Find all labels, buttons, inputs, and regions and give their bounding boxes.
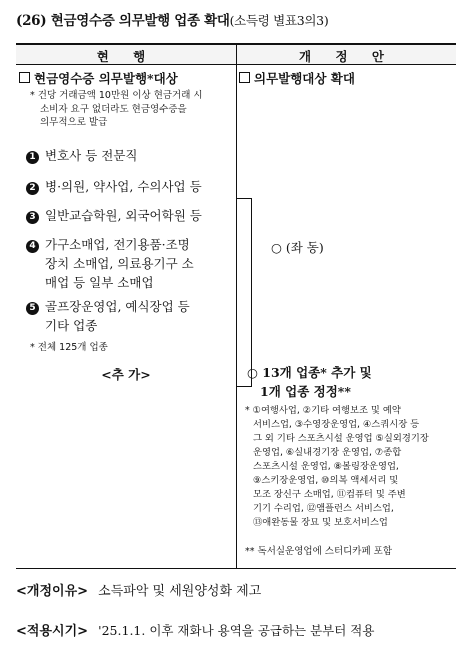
- section-title-sub: (소득령 별표3의3): [229, 13, 329, 28]
- number-badge-icon: 3: [26, 211, 39, 224]
- note-line: 소비자 요구 없더라도 현금영수증을: [40, 103, 187, 115]
- note-line: 의무적으로 발급: [40, 117, 108, 128]
- header-current: 현 행: [96, 49, 156, 64]
- range-bracket: [237, 198, 252, 387]
- total-note: * 전체 125개 업종: [30, 342, 108, 353]
- revision-reason: [16, 580, 261, 599]
- section-title-main: (26) 현금영수증 의무발행 업종 확대: [16, 13, 230, 29]
- reason-text: 소득파악 및 세원양성화 제고: [98, 584, 262, 599]
- header-proposed: 개 정 안: [299, 49, 394, 64]
- checkbox-square-icon: [239, 72, 250, 83]
- addition-label: <추 가>: [101, 367, 151, 382]
- left-note: [30, 89, 235, 130]
- reason-label: <개정이유>: [16, 584, 89, 599]
- added-industries-list: * ①여행사업, ②기타 여행보조 및 예약 서비스업, ③수영장운영업, ④스쿼시장 등 그 외 기타 스포츠시설 운영업 ⑤실외경기장 운영업, ⑥실내경기장 운영업, ⑦종합 스포츠시설 운영업, ⑧볼링장운영업, ⑨스키장운영업, ⑩의복 액세서리 및 모조 장신구 소매업, ⑪컴퓨터 및 주변 기기 수리업, ⑫앰플런스 서비스업, ⑬애완동물 장묘 및 보호서비스업: [245, 405, 429, 528]
- section-title: [16, 9, 328, 29]
- list-item-5: 5 골프장운영업, 예식장업 등 기타 업종: [26, 297, 190, 335]
- list-item-4: 4 가구소매업, 전기용품·조명 장치 소매업, 의료용기구 소 매업 등 일부 소매업: [26, 235, 194, 292]
- list-item-2: 2 병·의원, 약사업, 수의사업 등: [26, 177, 202, 196]
- comparison-table: [16, 43, 456, 569]
- timing-text: '25.1.1. 이후 재화나 용역을 공급하는 분부터 적용: [98, 623, 375, 638]
- list-item-1: 1 변호사 등 전문직: [26, 146, 137, 165]
- same-as-left: ○ (좌 동): [271, 240, 324, 255]
- timing-label: <적용시기>: [16, 624, 89, 639]
- correction-note: ** 독서실운영업에 스터디카페 포함: [245, 546, 393, 557]
- addition-summary: ○ 13개 업종* 추가 및 1개 업종 정정**: [247, 365, 372, 399]
- number-badge-icon: 2: [26, 182, 39, 195]
- checkbox-square-icon: [19, 72, 30, 83]
- right-heading: 의무발행대상 확대: [239, 69, 355, 87]
- note-line: * 건당 거래금액 10만원 이상 현금거래 시: [30, 90, 203, 101]
- list-item-3: 3 일반교습학원, 외국어학원 등: [26, 206, 202, 225]
- left-heading: 현금영수증 의무발행*대상: [19, 69, 178, 87]
- number-badge-icon: 4: [26, 240, 39, 253]
- effective-date: [16, 620, 374, 639]
- number-badge-icon: 1: [26, 151, 39, 164]
- number-badge-icon: 5: [26, 302, 39, 315]
